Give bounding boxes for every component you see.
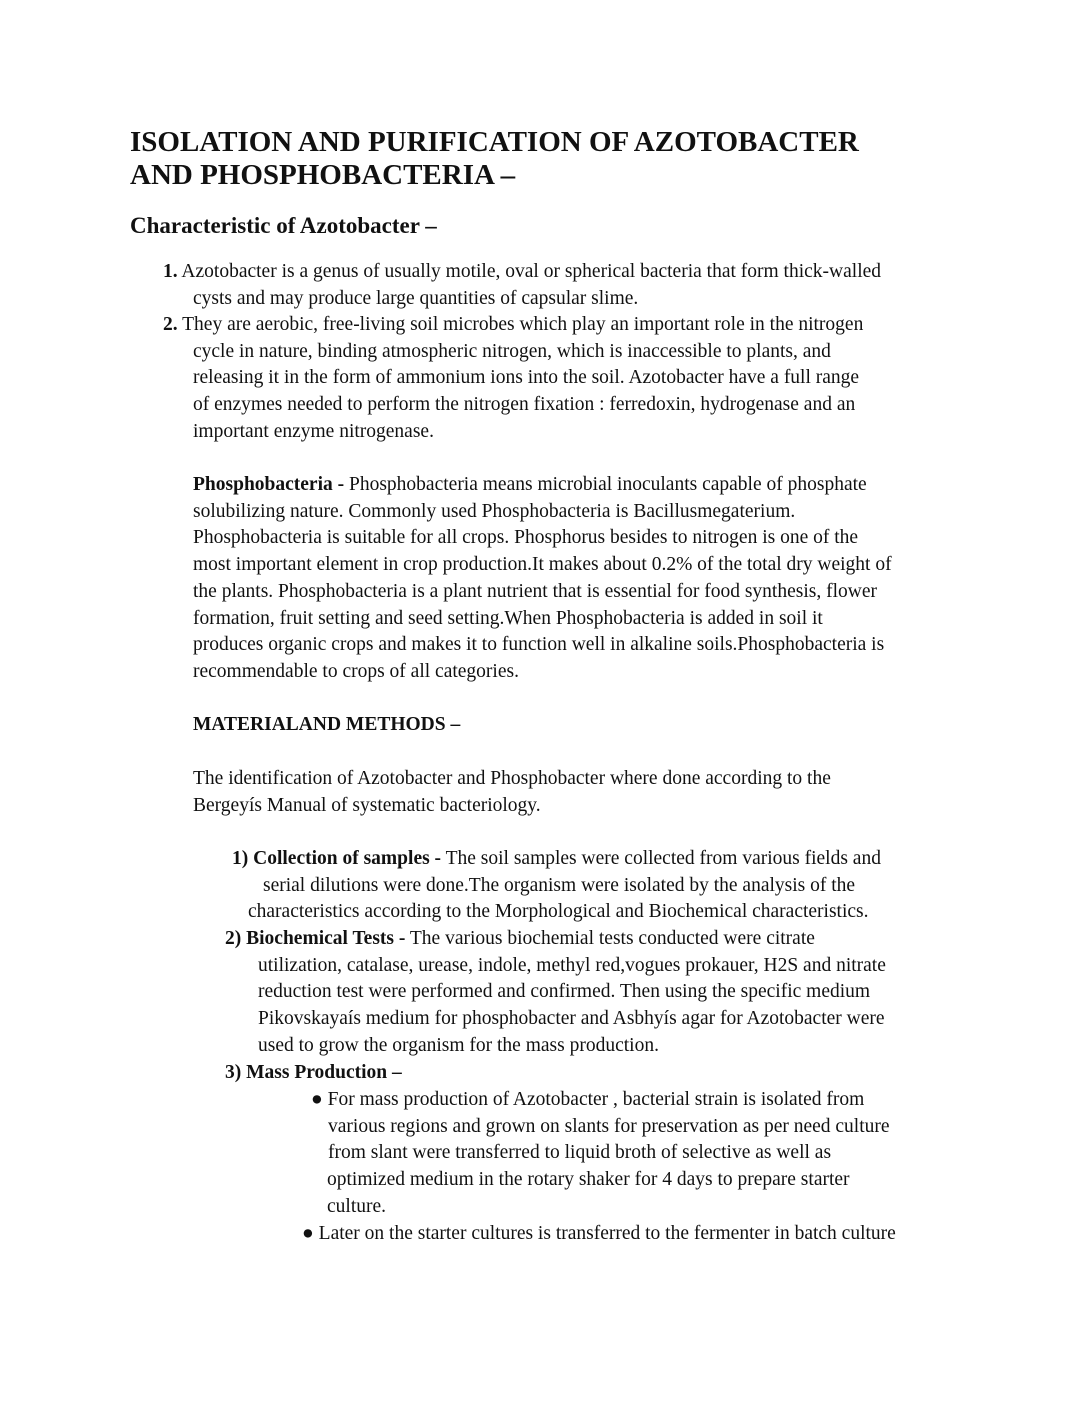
text-line: important enzyme nitrogenase.: [193, 420, 434, 442]
text-line: Phosphobacteria means microbial inoculants capable of phosphate: [344, 474, 867, 495]
text-line: releasing it in the form of ammonium ions into the soil. Azotobacter have a full range: [193, 367, 860, 389]
text-line: produces organic crops and makes it to function well in alkaline soils.Phosphobacteria is: [193, 634, 885, 656]
text-line: cysts and may produce large quantities of capsular slime.: [193, 287, 639, 309]
numbered-point-1: [163, 259, 881, 312]
document-title: [130, 126, 1030, 192]
text-line: of enzymes needed to perform the nitrogen fixation : ferredoxin, hydrogenase and an: [193, 394, 856, 416]
text-line: used to grow the organism for the mass production.: [258, 1034, 659, 1056]
bullet-item-1: [311, 1087, 890, 1221]
bullet-item-2: [302, 1221, 896, 1248]
text-line: The various biochemial tests conducted were citrate: [405, 928, 815, 949]
text-line: from slant were transferred to liquid broth of selective as well as: [328, 1142, 832, 1164]
step-mass-production: 3) Mass Production –: [225, 1062, 402, 1083]
point-number: 2.: [163, 314, 178, 335]
text-line: Azotobacter is a genus of usually motile, oval or spherical bacteria that form thick-walled: [177, 261, 882, 282]
text-line: most important element in crop production.It makes about 0.2% of the total dry weight of: [193, 554, 892, 576]
text-line: optimized medium in the rotary shaker for 4 days to prepare starter: [327, 1169, 850, 1191]
step-label: 2) Biochemical Tests -: [225, 928, 406, 949]
text-line: solubilizing nature. Commonly used Phosphobacteria is Bacillusmegaterium.: [193, 500, 796, 522]
step-label: 1) Collection of samples -: [232, 848, 442, 869]
text-line: The identification of Azotobacter and Phosphobacter where done according to the: [193, 768, 831, 789]
text-line: formation, fruit setting and seed setting.When Phosphobacteria is added in soil it: [193, 607, 823, 629]
section-heading: Characteristic of Azotobacter –: [130, 213, 437, 238]
text-line: serial dilutions were done.The organism were isolated by the analysis of the: [263, 874, 856, 896]
numbered-point-2: [163, 312, 863, 446]
text-line: the plants. Phosphobacteria is a plant nutrient that is essential for food synthesis, flower: [193, 580, 877, 602]
text-line: ● For mass production of Azotobacter , bacterial strain is isolated from: [311, 1089, 865, 1110]
step-biochemical-tests: [225, 926, 886, 1060]
point-number: 1.: [163, 261, 178, 282]
methods-heading: MATERIALAND METHODS –: [193, 714, 461, 735]
text-line: Pikovskayaís medium for phosphobacter and Asbhyís agar for Azotobacter were: [258, 1008, 885, 1030]
title-line: ISOLATION AND PURIFICATION OF AZOTOBACTER: [130, 126, 859, 158]
text-line: ● Later on the starter cultures is transferred to the fermenter in batch culture: [302, 1223, 896, 1244]
title-line: AND PHOSPHOBACTERIA –: [130, 159, 516, 191]
text-line: The soil samples were collected from various fields and: [441, 848, 881, 869]
text-line: utilization, catalase, urease, indole, methyl red,vogues prokauer, H2S and nitrate: [258, 954, 886, 976]
methods-intro: [193, 766, 831, 819]
text-line: cycle in nature, binding atmospheric nitrogen, which is inaccessible to plants, and: [193, 340, 831, 362]
step-collection-of-samples: [232, 846, 881, 926]
text-line: They are aerobic, free-living soil microbes which play an important role in the nitrogen: [177, 314, 864, 335]
text-line: culture.: [327, 1195, 387, 1217]
phosphobacteria-label: Phosphobacteria -: [193, 474, 345, 495]
text-line: characteristics according to the Morphological and Biochemical characteristics.: [248, 901, 869, 923]
text-line: recommendable to crops of all categories.: [193, 660, 519, 682]
phosphobacteria-paragraph: [193, 472, 892, 686]
text-line: various regions and grown on slants for preservation as per need culture: [328, 1115, 890, 1137]
text-line: Bergeyís Manual of systematic bacteriology.: [193, 794, 541, 816]
text-line: Phosphobacteria is suitable for all crops. Phosphorus besides to nitrogen is one of the: [193, 527, 859, 549]
text-line: reduction test were performed and confirmed. Then using the specific medium: [258, 981, 871, 1003]
